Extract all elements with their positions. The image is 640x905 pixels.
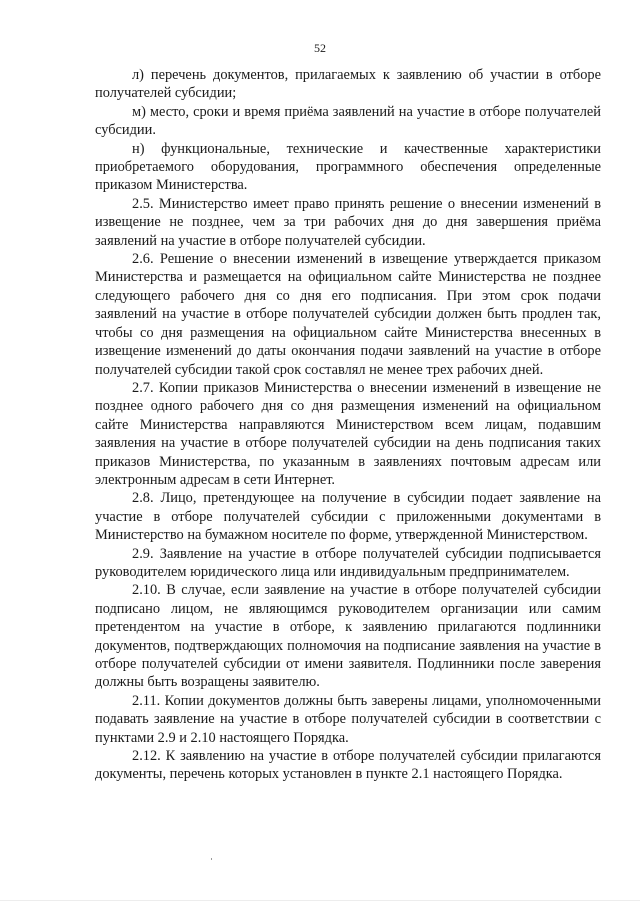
paragraph-2-7: 2.7. Копии приказов Министерства о внесении изменений в извещение не позднее одного рабочего дня со дня размещения изменений на официальном сайте Министерства направляются Министерством всем лицам, подавшим заявления на участие в отборе получателей субсидии на день подписания таких приказов Министерства, по указанным в заявлениях почтовым адресам или электронным адресам в сети Интернет. (95, 379, 601, 488)
paragraph-m-place-terms: м) место, сроки и время приёма заявлений на участие в отборе получателей субсидии. (95, 103, 601, 139)
document-body (95, 66, 601, 784)
paragraph-n-characteristics: н) функциональные, технические и качественные характеристики приобретаемого оборудования, программного обеспечения определенные приказом Министерства. (95, 140, 601, 194)
paragraph-2-6: 2.6. Решение о внесении изменений в извещение утверждается приказом Министерства и размещается на официальном сайте Министерства не позднее следующего рабочего дня со дня его подписания. При этом срок подачи заявлений на участие в отборе получателей субсидии должен быть продлен так, чтобы со дня размещения на официальном сайте Министерства внесенных в извещение изменений до даты окончания подачи заявлений на участие в отборе получателей субсидии такой срок составлял не менее трех рабочих дней. (95, 251, 601, 378)
paragraph-2-12: 2.12. К заявлению на участие в отборе получателей субсидии прилагаются документы, перечень которых установлен в пункте 2.1 настоящего Порядка. (95, 748, 601, 783)
paragraph-2-11: 2.11. Копии документов должны быть заверены лицами, уполномоченными подавать заявление на участие в отборе получателей субсидии в соответствии с пунктами 2.9 и 2.10 настоящего Порядка. (95, 692, 601, 746)
scan-speck (211, 858, 212, 860)
paragraph-2-10: 2.10. В случае, если заявление на участие в отборе получателей субсидии подписано лицом, не являющимся руководителем организации или самим претендентом на участие в отборе, к заявлению прилагаются подлинники документов, подтверждающих полномочия на подписание заявления на участие в отборе получателей субсидии от имени заявителя. Подлинники после заверения должны быть возращены заявителю. (95, 582, 601, 691)
scan-edge-line (0, 900, 640, 901)
paragraph-2-8: 2.8. Лицо, претендующее на получение в субсидии подает заявление на участие в отборе получателей субсидии с приложенными документами в Министерство на бумажном носителе по форме, утвержденной Министерством. (95, 490, 601, 544)
paragraph-2-5: 2.5. Министерство имеет право принять решение о внесении изменений в извещение не позднее, чем за три рабочих дня до дня завершения приёма заявлений на участие в отборе получателей субсидии. (95, 195, 601, 249)
paragraph-l-document-list: л) перечень документов, прилагаемых к заявлению об участии в отборе получателей субсидии; (95, 67, 601, 102)
page-number: 52 (314, 41, 326, 55)
paragraph-2-9: 2.9. Заявление на участие в отборе получателей субсидии подписывается руководителем юридического лица или индивидуальным предпринимателем. (95, 545, 601, 580)
